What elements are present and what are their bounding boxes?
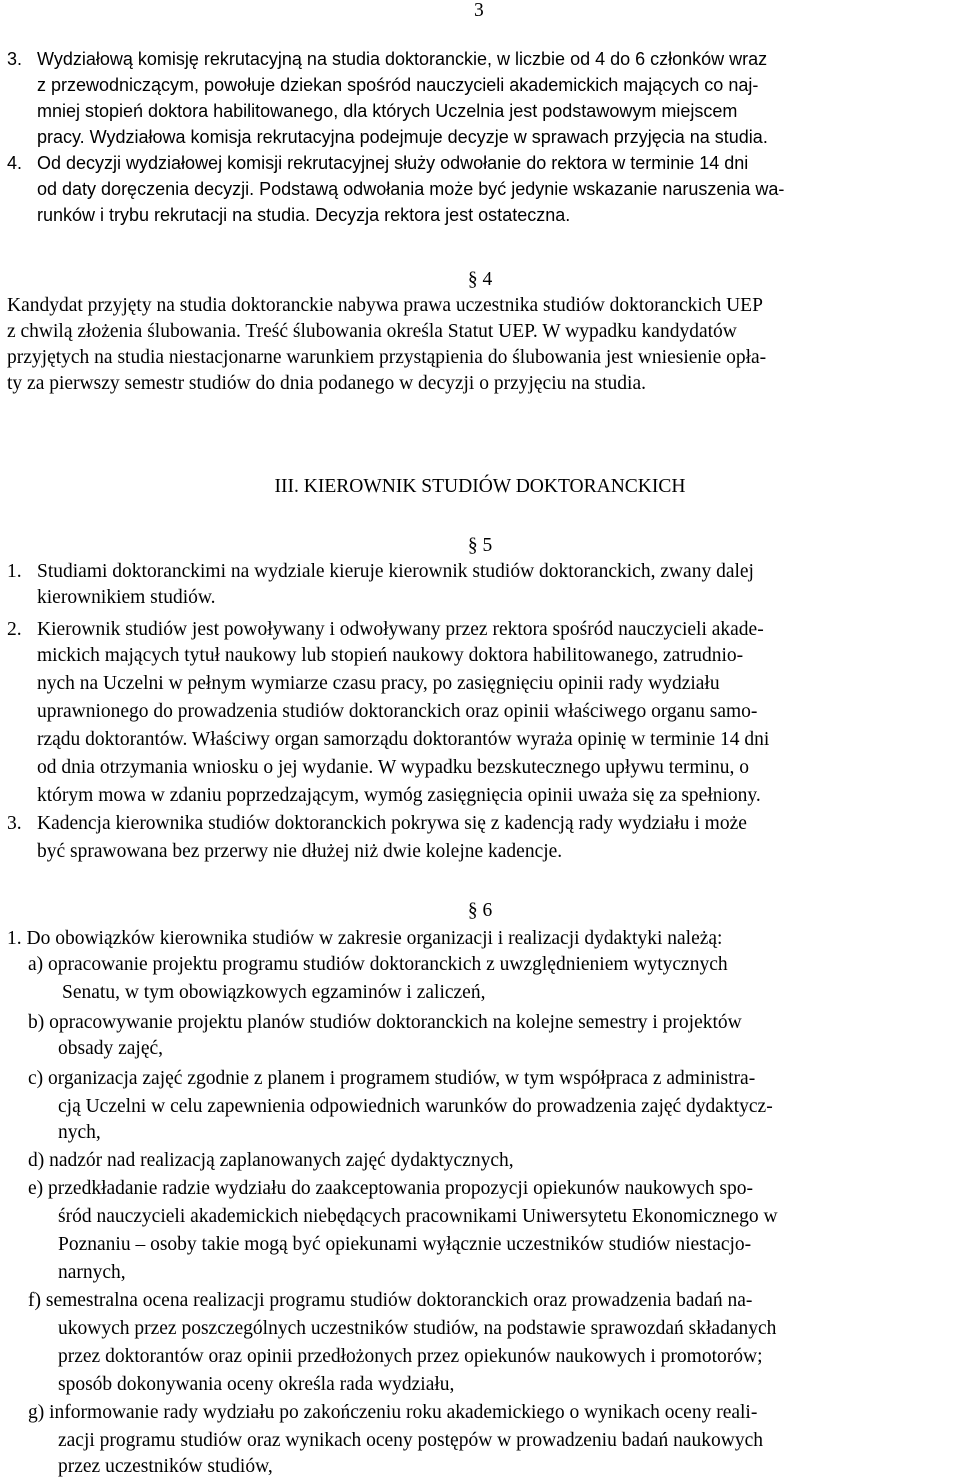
section-4-line: z chwilą złożenia ślubowania. Treść ślubowania określa Statut UEP. W wypadku kandydatów [7, 321, 737, 342]
section-6-intro: 1. Do obowiązków kierownika studiów w zakresie organizacji i realizacji dydaktyki należą: [7, 928, 723, 949]
duty-item-line: przez uczestników studiów, [58, 1456, 273, 1477]
item-4-line: runków i trybu rekrutacji na studia. Decyzja rektora jest ostateczna. [37, 205, 571, 225]
section-5-item-line: mickich mających tytuł naukowy lub stopień naukowy doktora habilitowanego, zatrudnio- [37, 645, 744, 666]
section-5-heading: § 5 [467, 535, 493, 556]
duty-item-line: c) organizacja zajęć zgodnie z planem i programem studiów, w tym współpraca z administra- [28, 1068, 756, 1089]
duty-item-line: sposób dokonywania oceny określa rada wydziału, [58, 1374, 455, 1395]
duty-item-line: ukowych przez poszczególnych uczestników studiów, na podstawie sprawozdań składanych [58, 1318, 777, 1339]
item-3-line: z przewodniczącym, powołuje dziekan spośród nauczycieli akademickich mających co naj- [37, 75, 759, 95]
duty-item-line: Poznaniu – osoby takie mogą być opiekunami wyłącznie uczestników studiów niestacjo- [58, 1234, 752, 1255]
section-5-item-line: Kadencja kierownika studiów doktoranckich pokrywa się z kadencją rady wydziału i może [37, 813, 747, 834]
section-5-item-line: nych na Uczelni w pełnym wymiarze czasu pracy, po zasięgnięciu opinii rady wydziału [37, 673, 720, 694]
duty-item-line: b) opracowywanie projektu planów studiów doktoranckich na kolejne semestry i projektów [28, 1012, 742, 1033]
section-5-item-line: od dnia otrzymania wniosku o jej wydanie. W wypadku bezskutecznego upływu terminu, o [37, 757, 749, 778]
section-5-item-number: 2. [7, 619, 22, 640]
item-3-line: pracy. Wydziałowa komisja rekrutacyjna podejmuje decyzje w sprawach przyjęcia na studia. [37, 127, 768, 147]
section-4-line: Kandydat przyjęty na studia doktoranckie nabywa prawa uczestnika studiów doktoranckich UEP [7, 295, 763, 316]
duty-item-line: d) nadzór nad realizacją zaplanowanych zajęć dydaktycznych, [28, 1150, 514, 1171]
duty-item-line: śród nauczycieli akademickich niebędących pracownikami Uniwersytetu Ekonomicznego w [58, 1206, 778, 1227]
duty-item-line: cją Uczelni w celu zapewnienia odpowiednich warunków do prowadzenia zajęć dydaktycz- [58, 1096, 773, 1117]
duty-item-line: obsady zajęć, [58, 1038, 164, 1059]
section-6-heading: § 6 [467, 900, 493, 921]
chapter-heading: III. KIEROWNIK STUDIÓW DOKTORANCKICH [274, 476, 686, 497]
duty-item-line: przez doktorantów oraz opinii przedłożonych przez opiekunów naukowych i promotorów; [58, 1346, 763, 1367]
section-5-item-line: być sprawowana bez przerwy nie dłużej niż dwie kolejne kadencje. [37, 841, 563, 862]
item-4-number: 4. [7, 153, 23, 173]
section-4-line: przyjętych na studia niestacjonarne warunkiem przystąpienia do ślubowania jest wniesienie opła- [7, 347, 767, 368]
duty-item-line: g) informowanie rady wydziału po zakończeniu roku akademickiego o wynikach oceny reali- [28, 1402, 758, 1423]
duty-item-line: narnych, [58, 1262, 126, 1283]
duty-item-line: nych, [58, 1122, 101, 1143]
section-5-item-number: 1. [7, 561, 22, 582]
section-5-item-line: kierownikiem studiów. [37, 587, 216, 608]
item-4-line: Od decyzji wydziałowej komisji rekrutacyjnej służy odwołanie do rektora w terminie 14 dni [37, 153, 749, 173]
section-5-item-line: uprawnionego do prowadzenia studiów doktoranckich oraz opinii właściwego organu samo- [37, 701, 758, 722]
item-3-line: Wydziałową komisję rekrutacyjną na studia doktoranckie, w liczbie od 4 do 6 członków wraz [37, 49, 768, 69]
section-5-item-number: 3. [7, 813, 22, 834]
duty-item-line: e) przedkładanie radzie wydziału do zaakceptowania propozycji opiekunów naukowych spo- [28, 1178, 754, 1199]
section-5-item-line: Kierownik studiów jest powoływany i odwoływany przez rektora spośród nauczycieli akade- [37, 619, 764, 640]
item-3-line: mniej stopień doktora habilitowanego, dla których Uczelnia jest podstawowym miejscem [37, 101, 738, 121]
item-4-line: od daty doręczenia decyzji. Podstawą odwołania może być jedynie wskazanie naruszenia wa- [37, 179, 785, 199]
duty-item-line: a) opracowanie projektu programu studiów doktoranckich z uwzględnieniem wytycznych [28, 954, 728, 975]
page-number: 3 [474, 0, 484, 21]
section-4-heading: § 4 [467, 269, 493, 290]
section-4-line: ty za pierwszy semestr studiów do dnia podanego w decyzji o przyjęciu na studia. [7, 373, 646, 394]
duty-item-line: Senatu, w tym obowiązkowych egzaminów i zaliczeń, [62, 982, 486, 1003]
duty-item-line: f) semestralna ocena realizacji programu studiów doktoranckich oraz prowadzenia badań na- [28, 1290, 753, 1311]
section-5-item-line: Studiami doktoranckimi na wydziale kieruje kierownik studiów doktoranckich, zwany dalej [37, 561, 754, 582]
item-3-number: 3. [7, 49, 23, 69]
section-5-item-line: rządu doktorantów. Właściwy organ samorządu doktorantów wyraża opinię w terminie 14 dni [37, 729, 770, 750]
section-5-item-line: którym mowa w zdaniu poprzedzającym, wymóg zasięgnięcia opinii uważa się za spełniony. [37, 785, 761, 806]
duty-item-line: zacji programu studiów oraz wynikach oceny postępów w prowadzeniu badań naukowych [58, 1430, 764, 1451]
